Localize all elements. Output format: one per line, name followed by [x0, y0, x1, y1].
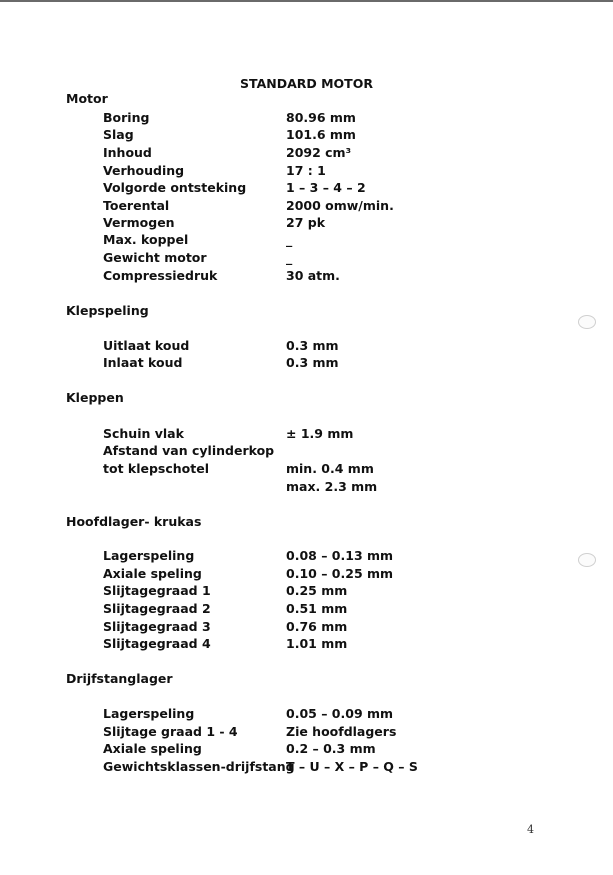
spec-label: Axiale speling	[103, 566, 202, 581]
spec-value: 0.25 mm	[286, 583, 348, 598]
punch-hole	[578, 315, 596, 329]
section-heading-kleppen: Kleppen	[66, 390, 124, 405]
section-heading-drijfstanglager: Drijfstanglager	[66, 671, 173, 686]
spec-label: Boring	[103, 110, 150, 125]
spec-value: 0.51 mm	[286, 601, 348, 616]
spec-label: Lagerspeling	[103, 548, 195, 563]
spec-value: _	[286, 232, 293, 247]
spec-value: 0.76 mm	[286, 619, 348, 634]
spec-value: 2092 cm³	[286, 145, 352, 160]
spec-label: Max. koppel	[103, 232, 189, 247]
spec-label: Gewicht motor	[103, 250, 207, 265]
spec-label: Afstand van cylinderkop	[103, 443, 275, 458]
page-title: STANDARD MOTOR	[240, 76, 373, 91]
spec-value: 0.08 – 0.13 mm	[286, 548, 394, 563]
spec-label: Vermogen	[103, 215, 175, 230]
spec-value: 80.96 mm	[286, 110, 356, 125]
spec-value: 1 – 3 – 4 – 2	[286, 180, 366, 195]
spec-value: 17 : 1	[286, 163, 326, 178]
spec-value: 0.05 – 0.09 mm	[286, 706, 394, 721]
spec-label: Gewichtsklassen-drijfstang	[103, 759, 295, 774]
section-heading-hoofdlager: Hoofdlager- krukas	[66, 514, 202, 529]
punch-hole	[578, 553, 596, 567]
page-number: 4	[527, 823, 534, 836]
spec-label: Slijtagegraad 4	[103, 636, 211, 651]
top-border-line	[0, 0, 613, 2]
section-heading-klepspeling: Klepspeling	[66, 303, 149, 318]
spec-label: Toerental	[103, 198, 170, 213]
spec-label: Slijtage graad 1 - 4	[103, 724, 238, 739]
spec-value: 0.2 – 0.3 mm	[286, 741, 376, 756]
spec-value: 30 atm.	[286, 268, 340, 283]
spec-value: _	[286, 250, 293, 265]
section-heading-motor: Motor	[66, 91, 108, 106]
spec-value: max. 2.3 mm	[286, 479, 378, 494]
spec-label: Verhouding	[103, 163, 185, 178]
spec-value: 0.3 mm	[286, 338, 339, 353]
spec-value: Zie hoofdlagers	[286, 724, 397, 739]
spec-value: 1.01 mm	[286, 636, 348, 651]
spec-value: 101.6 mm	[286, 127, 356, 142]
spec-value: 0.3 mm	[286, 355, 339, 370]
spec-value: 27 pk	[286, 215, 326, 230]
spec-label: Uitlaat koud	[103, 338, 190, 353]
spec-label: Slijtagegraad 1	[103, 583, 211, 598]
spec-label: Slag	[103, 127, 134, 142]
spec-value: 0.10 – 0.25 mm	[286, 566, 394, 581]
spec-label: Volgorde ontsteking	[103, 180, 247, 195]
spec-value: T – U – X – P – Q – S	[286, 759, 418, 774]
spec-label: Slijtagegraad 3	[103, 619, 211, 634]
spec-value: ± 1.9 mm	[286, 426, 354, 441]
spec-value: 2000 omw/min.	[286, 198, 394, 213]
spec-label: Lagerspeling	[103, 706, 195, 721]
spec-label: tot klepschotel	[103, 461, 209, 476]
spec-value: min. 0.4 mm	[286, 461, 374, 476]
spec-label: Inlaat koud	[103, 355, 183, 370]
spec-label: Slijtagegraad 2	[103, 601, 211, 616]
spec-label: Inhoud	[103, 145, 152, 160]
spec-label: Compressiedruk	[103, 268, 218, 283]
spec-label: Schuin vlak	[103, 426, 184, 441]
spec-label: Axiale speling	[103, 741, 202, 756]
